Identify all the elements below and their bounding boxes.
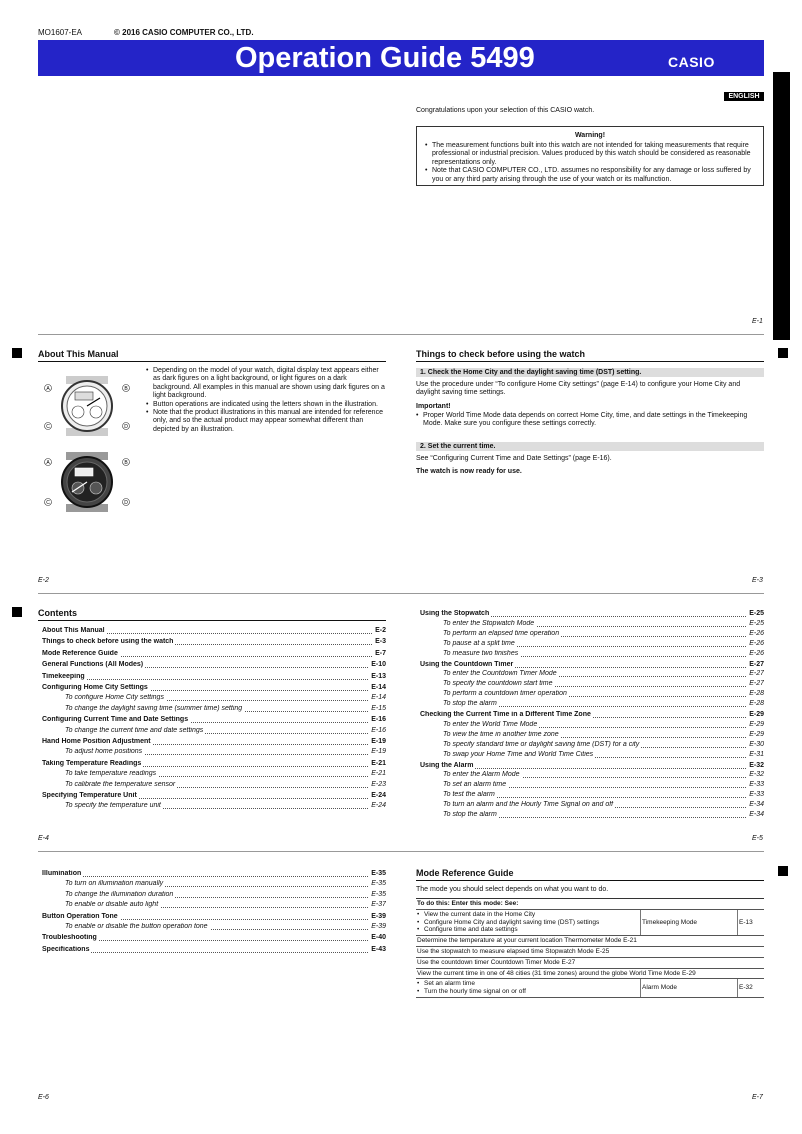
mode-cell: Timekeeping Mode bbox=[641, 909, 738, 935]
toc-page: E-33 bbox=[749, 781, 764, 789]
toc-page: E-27 bbox=[749, 660, 764, 668]
toc-page: E-15 bbox=[371, 704, 386, 712]
toc-label: About This Manual bbox=[42, 627, 105, 634]
toc-entry bbox=[65, 705, 386, 714]
page-number: E-3 bbox=[752, 577, 763, 584]
toc-page: E-14 bbox=[371, 694, 386, 702]
toc-entry bbox=[65, 694, 386, 703]
things-title: Things to check before using the watch bbox=[416, 349, 586, 359]
toc-label: To change the current time and date settings bbox=[65, 726, 204, 734]
button-letter: D bbox=[124, 424, 128, 430]
toc-page: E-21 bbox=[371, 759, 386, 767]
toc-label: To change the illumination duration bbox=[65, 890, 174, 898]
language-tab-bar bbox=[773, 72, 790, 340]
step-2-heading: 2. Set the current time. bbox=[416, 442, 764, 451]
contents-title: Contents bbox=[38, 608, 77, 618]
toc-entry bbox=[65, 923, 386, 932]
copyright: © 2016 CASIO COMPUTER CO., LTD. bbox=[114, 28, 254, 37]
toc-label: Checking the Current Time in a Different Time Zone bbox=[420, 711, 591, 718]
toc-entry bbox=[443, 781, 764, 790]
warning-list bbox=[425, 142, 759, 184]
button-letter: C bbox=[46, 424, 50, 430]
toc-page: E-35 bbox=[371, 890, 386, 898]
table-header: To do this: Enter this mode: See: bbox=[416, 899, 764, 910]
toc-page: E-37 bbox=[371, 901, 386, 909]
page-cell: E-13 bbox=[738, 909, 765, 935]
toc-entry bbox=[443, 791, 764, 800]
page-number: E-1 bbox=[752, 318, 763, 325]
about-bullet: • Button operations are indicated using the letters shown in the illustration. bbox=[146, 401, 386, 409]
toc-label: Specifications bbox=[42, 945, 90, 953]
mode-cell: Alarm Mode bbox=[641, 979, 738, 998]
toc-page: E-29 bbox=[749, 711, 764, 718]
toc-label: Using the Countdown Timer bbox=[420, 660, 514, 668]
page-number: E-6 bbox=[38, 1094, 49, 1101]
toc-page: E-24 bbox=[371, 802, 386, 810]
toc-page: E-10 bbox=[371, 661, 386, 669]
toc-label: Timekeeping bbox=[42, 672, 85, 680]
list-item: • Configure time and date settings bbox=[417, 926, 639, 934]
toc-label: To specify standard time or daylight saving time (DST) for a city bbox=[443, 740, 640, 748]
table-row: View the current time in one of 48 cities (31 time zones) around the globe World Time Mode E-29 bbox=[416, 968, 764, 979]
toc-label: Specifying Temperature Unit bbox=[42, 792, 137, 799]
toc-entry bbox=[65, 727, 386, 736]
toc-entry bbox=[42, 684, 386, 693]
section-marker bbox=[778, 348, 788, 358]
mode-guide-intro: The mode you should select depends on what you want to do. bbox=[416, 886, 609, 893]
table-row: Use the countdown timer Countdown Timer Mode E-27 bbox=[416, 957, 764, 968]
toc-page: E-16 bbox=[371, 716, 386, 724]
divider bbox=[416, 880, 764, 881]
toc-label: To specify the countdown start time bbox=[443, 680, 553, 688]
toc-entry bbox=[443, 811, 764, 820]
toc-label: To stop the alarm bbox=[443, 811, 497, 818]
toc-entry bbox=[42, 673, 386, 682]
section-marker bbox=[12, 348, 22, 358]
about-bullet: • Note that the product illustrations in this manual are intended for reference only, and so the actual product may appear somewhat different than depicted by an illustration. bbox=[146, 409, 386, 434]
button-letter: D bbox=[124, 500, 128, 506]
toc-entry bbox=[443, 650, 764, 659]
toc-entry bbox=[420, 610, 764, 619]
toc-entry bbox=[443, 630, 764, 639]
toc-entry bbox=[65, 781, 386, 790]
toc-label: To calibrate the temperature sensor bbox=[65, 780, 176, 788]
divider bbox=[38, 620, 386, 621]
toc-page: E-32 bbox=[749, 771, 764, 779]
toc-page: E-3 bbox=[375, 638, 386, 646]
warning-item: • Note that CASIO COMPUTER CO., LTD. assumes no responsibility for any damage or loss suffered by you or any third party arising through the use of your watch or its malfunction. bbox=[425, 167, 759, 184]
mode-table bbox=[416, 898, 764, 998]
toc-entry bbox=[443, 670, 764, 679]
toc-page: E-29 bbox=[749, 720, 764, 728]
list-item: • Turn the hourly time signal on or off bbox=[417, 988, 639, 996]
language-label: ENGLISH bbox=[724, 92, 764, 101]
toc-entry bbox=[443, 731, 764, 740]
toc-label: To specify the temperature unit bbox=[65, 802, 161, 810]
toc-entry bbox=[42, 870, 386, 879]
toc-page: E-31 bbox=[749, 750, 764, 758]
toc-entry bbox=[443, 771, 764, 780]
toc-label: To perform an elapsed time operation bbox=[443, 629, 560, 637]
toc-page: E-16 bbox=[371, 726, 386, 734]
toc-label: To test the alarm bbox=[443, 791, 495, 799]
toc-label: Hand Home Position Adjustment bbox=[42, 738, 151, 745]
toc-entry bbox=[65, 802, 386, 811]
toc-page: E-7 bbox=[375, 649, 386, 657]
toc-label: To configure Home City settings bbox=[65, 694, 164, 702]
divider bbox=[38, 361, 386, 362]
step-2-text: See “Configuring Current Time and Date Settings” (page E-16). bbox=[416, 455, 612, 462]
page-cell: E-32 bbox=[738, 979, 765, 998]
toc-page: E-27 bbox=[749, 680, 764, 688]
toc-page: E-21 bbox=[371, 770, 386, 778]
toc-page: E-2 bbox=[375, 627, 386, 634]
divider bbox=[38, 334, 764, 335]
toc-entry bbox=[42, 716, 386, 725]
warning-item: • The measurement functions built into this watch are not intended for taking measurements that require professional or industrial precision. Values produced by this watch should be considered as reasonable representations only. bbox=[425, 142, 759, 167]
toc-entry bbox=[443, 640, 764, 649]
congrats-text: Congratulations upon your selection of this CASIO watch. bbox=[416, 107, 595, 114]
table-row: Use the stopwatch to measure elapsed time Stopwatch Mode E-25 bbox=[416, 946, 764, 957]
toc-label: To pause at a split time bbox=[443, 639, 515, 647]
button-letter: A bbox=[46, 386, 50, 392]
step-1-heading: 1. Check the Home City and the daylight saving time (DST) setting. bbox=[416, 368, 764, 377]
toc-page: E-19 bbox=[371, 748, 386, 756]
mode-guide-title: Mode Reference Guide bbox=[416, 868, 514, 878]
page-number: E-4 bbox=[38, 835, 49, 842]
toc-page: E-28 bbox=[749, 690, 764, 698]
toc-entry bbox=[42, 760, 386, 769]
toc-page: E-14 bbox=[371, 684, 386, 691]
toc-page: E-39 bbox=[371, 912, 386, 920]
button-letter: B bbox=[124, 386, 128, 392]
toc-entry bbox=[42, 913, 386, 922]
toc-page: E-26 bbox=[749, 629, 764, 637]
toc-page: E-13 bbox=[371, 672, 386, 680]
divider bbox=[38, 593, 764, 594]
toc-entry bbox=[65, 748, 386, 757]
page-number: E-2 bbox=[38, 577, 49, 584]
list-item: • Set an alarm time bbox=[417, 980, 639, 988]
toc-label: To adjust home positions bbox=[65, 748, 143, 756]
list-item: • View the current date in the Home City bbox=[417, 911, 639, 919]
page-title: Operation Guide 5499 bbox=[235, 42, 535, 74]
toc-label: To enable or disable auto light bbox=[65, 901, 159, 909]
toc-page: E-40 bbox=[371, 934, 386, 942]
toc-entry bbox=[65, 880, 386, 889]
toc-label: To enable or disable the button operation tone bbox=[65, 923, 208, 930]
toc-page: E-25 bbox=[749, 619, 764, 627]
button-letter: A bbox=[46, 460, 50, 466]
section-marker bbox=[778, 866, 788, 876]
toc-page: E-30 bbox=[749, 740, 764, 748]
toc-label: General Functions (All Modes) bbox=[42, 661, 144, 669]
toc-entry bbox=[443, 751, 764, 760]
toc-page: E-35 bbox=[371, 870, 386, 877]
toc-page: E-26 bbox=[749, 649, 764, 657]
divider bbox=[38, 851, 764, 852]
toc-entry bbox=[420, 762, 764, 771]
toc-entry bbox=[42, 946, 386, 955]
toc-entry bbox=[42, 792, 386, 801]
toc-entry bbox=[65, 901, 386, 910]
toc-label: Configuring Home City Settings bbox=[42, 684, 148, 691]
table-row: Determine the temperature at your current location Thermometer Mode E-21 bbox=[416, 936, 764, 947]
toc-label: Mode Reference Guide bbox=[42, 649, 118, 657]
toc-entry bbox=[42, 738, 386, 747]
toc-label: Illumination bbox=[42, 870, 82, 877]
toc-label: Taking Temperature Readings bbox=[42, 759, 142, 767]
toc-page: E-34 bbox=[749, 801, 764, 809]
toc-entry bbox=[443, 741, 764, 750]
toc-page: E-28 bbox=[749, 700, 764, 708]
about-bullets bbox=[146, 367, 386, 434]
toc-entry bbox=[42, 650, 386, 659]
toc-label: To change the daylight saving time (summer time) setting bbox=[65, 704, 243, 712]
page-number: E-5 bbox=[752, 835, 763, 842]
toc-label: To enter the Countdown Timer Mode bbox=[443, 670, 557, 678]
about-bullet: • Depending on the model of your watch, digital display text appears either as dark figures on a light background, or light figures on a dark background. All examples in this manual are shown using dark figures on a light background. bbox=[146, 367, 386, 401]
warning-title: Warning! bbox=[574, 132, 606, 139]
document-code: MO1607-EA bbox=[38, 28, 83, 37]
toc-entry bbox=[65, 891, 386, 900]
toc-page: E-25 bbox=[749, 610, 764, 617]
page-number: E-7 bbox=[752, 1094, 763, 1101]
toc-page: E-34 bbox=[749, 811, 764, 818]
toc-label: To turn an alarm and the Hourly Time Signal on and off bbox=[443, 801, 614, 809]
toc-entry bbox=[65, 770, 386, 779]
toc-entry bbox=[443, 620, 764, 629]
toc-page: E-19 bbox=[371, 738, 386, 745]
button-letter: B bbox=[124, 460, 128, 466]
toc-page: E-39 bbox=[371, 923, 386, 930]
step-1-text: Use the procedure under “To configure Home City settings” (page E-14) to configure your Home City and daylight saving time settings. bbox=[416, 381, 741, 397]
watch-illustration-dark bbox=[42, 452, 132, 512]
toc-entry bbox=[42, 661, 386, 670]
toc-label: To take temperature readings bbox=[65, 770, 157, 778]
section-marker bbox=[12, 607, 22, 617]
toc-label: Things to check before using the watch bbox=[42, 638, 174, 646]
warning-box bbox=[416, 126, 764, 186]
divider bbox=[416, 361, 764, 362]
toc-page: E-23 bbox=[371, 780, 386, 788]
toc-entry bbox=[420, 711, 764, 720]
table-row bbox=[416, 979, 764, 998]
toc-label: To set an alarm time bbox=[443, 781, 507, 789]
toc-label: To view the time in another time zone bbox=[443, 730, 559, 738]
toc-label: To swap your Home Time and World Time Cities bbox=[443, 750, 594, 758]
toc-label: Using the Alarm bbox=[420, 761, 474, 769]
toc-page: E-32 bbox=[749, 761, 764, 769]
toc-label: To measure two finishes bbox=[443, 649, 519, 657]
toc-entry bbox=[42, 638, 386, 647]
ready-text: The watch is now ready for use. bbox=[416, 468, 522, 475]
important-label: Important! bbox=[416, 403, 451, 410]
toc-label: To enter the World Time Mode bbox=[443, 720, 538, 728]
toc-page: E-29 bbox=[749, 730, 764, 738]
toc-label: To perform a countdown timer operation bbox=[443, 690, 567, 698]
toc-label: To turn on illumination manually bbox=[65, 880, 164, 888]
toc-label: Using the Stopwatch bbox=[420, 610, 490, 617]
toc-page: E-33 bbox=[749, 791, 764, 799]
toc-label: To enter the Alarm Mode bbox=[443, 771, 520, 779]
list-item: • Configure Home City and daylight saving time (DST) settings bbox=[417, 919, 639, 927]
important-text: • Proper World Time Mode data depends on correct Home City, time, and date settings in the Timekeeping Mode. Make sure you configure these settings correctly. bbox=[416, 412, 759, 429]
table-row bbox=[416, 899, 764, 910]
toc-entry bbox=[443, 690, 764, 699]
toc-entry bbox=[443, 801, 764, 810]
toc-entry bbox=[420, 661, 764, 670]
toc-page: E-35 bbox=[371, 880, 386, 888]
casio-logo: CASIO bbox=[668, 54, 715, 70]
about-title: About This Manual bbox=[38, 349, 119, 359]
toc-label: Troubleshooting bbox=[42, 934, 97, 942]
toc-page: E-26 bbox=[749, 639, 764, 647]
toc-page: E-27 bbox=[749, 670, 764, 678]
toc-entry bbox=[443, 680, 764, 689]
toc-entry bbox=[443, 700, 764, 709]
toc-label: Button Operation Tone bbox=[42, 912, 118, 920]
toc-label: To enter the Stopwatch Mode bbox=[443, 619, 535, 627]
toc-entry bbox=[42, 934, 386, 943]
toc-page: E-24 bbox=[371, 792, 386, 799]
toc-page: E-43 bbox=[371, 945, 386, 953]
table-row bbox=[416, 909, 764, 935]
button-letter: C bbox=[46, 500, 50, 506]
watch-illustration-light bbox=[42, 376, 132, 436]
toc-label: Configuring Current Time and Date Settings bbox=[42, 716, 189, 724]
toc-entry bbox=[443, 721, 764, 730]
toc-label: To stop the alarm bbox=[443, 700, 497, 708]
toc-entry bbox=[42, 627, 386, 636]
